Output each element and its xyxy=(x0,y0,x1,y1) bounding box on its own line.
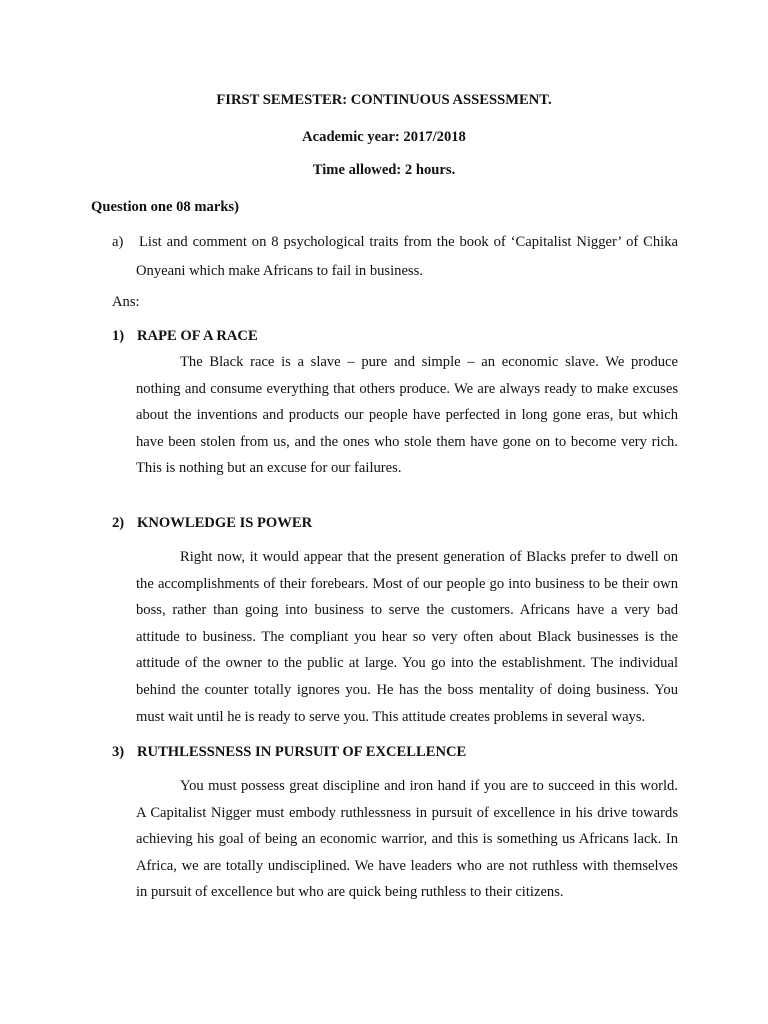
section-body xyxy=(136,349,678,482)
time-allowed: Time allowed: 2 hours. xyxy=(312,162,456,178)
section-heading xyxy=(112,328,672,348)
document-title: FIRST SEMESTER: CONTINUOUS ASSESSMENT. xyxy=(216,92,552,108)
section-number: 1) xyxy=(112,328,125,344)
section-body-text: You must possess great discipline and iron hand if you are to succeed in this world. A Capitalist Nigger must embody ruthlessness in pursuit of excellence in his drive towards achieving his goal of being an economic warrior, and this is something us Africans lack. In Africa, we are totally undisciplined. We have leaders who are not ruthless with themselves in pursuit of excellence but who are quick being ruthless to their citizens. xyxy=(136,778,678,901)
question-label: Question one 08 marks) xyxy=(91,199,239,215)
section-heading xyxy=(112,515,672,535)
section-body-text: Right now, it would appear that the present generation of Blacks prefer to dwell on the accomplishments of their forebears. Most of our people go into business to be their own boss, rather than going into business to serve the customers. Africans have a very bad attitude to business. The compliant you hear so very often about Black businesses is the attitude of the owner to the public at large. You go into the establishment. The individual behind the counter totally ignores you. He has the boss mentality of doing business. You must wait until he is ready to serve you. This attitude creates problems in several ways. xyxy=(136,549,678,725)
section-body xyxy=(136,544,678,730)
section-body xyxy=(136,773,678,906)
section-number: 2) xyxy=(112,515,125,531)
section-body-text: The Black race is a slave – pure and simple – an economic slave. We produce nothing and consume everything that others produce. We are always ready to make excuses about the inventions and products our people have perfected in long gone eras, but which have been stolen from us, and the ones who stole them have gone on to become very rich. This is nothing but an excuse for our failures. xyxy=(136,354,678,477)
section-title: KNOWLEDGE IS POWER xyxy=(137,515,313,531)
answer-label: Ans: xyxy=(112,294,140,310)
section-heading xyxy=(112,744,672,764)
section-title: RAPE OF A RACE xyxy=(137,328,258,344)
question-part-text: List and comment on 8 psychological traits from the book of ‘Capitalist Nigger’ of Chika Onyeani which make Africans to fail in business. xyxy=(136,234,678,279)
section-number: 3) xyxy=(112,744,125,760)
academic-year: Academic year: 2017/2018 xyxy=(302,129,466,145)
section-title: RUTHLESSNESS IN PURSUIT OF EXCELLENCE xyxy=(137,744,467,760)
question-part-label: a) xyxy=(112,234,124,250)
